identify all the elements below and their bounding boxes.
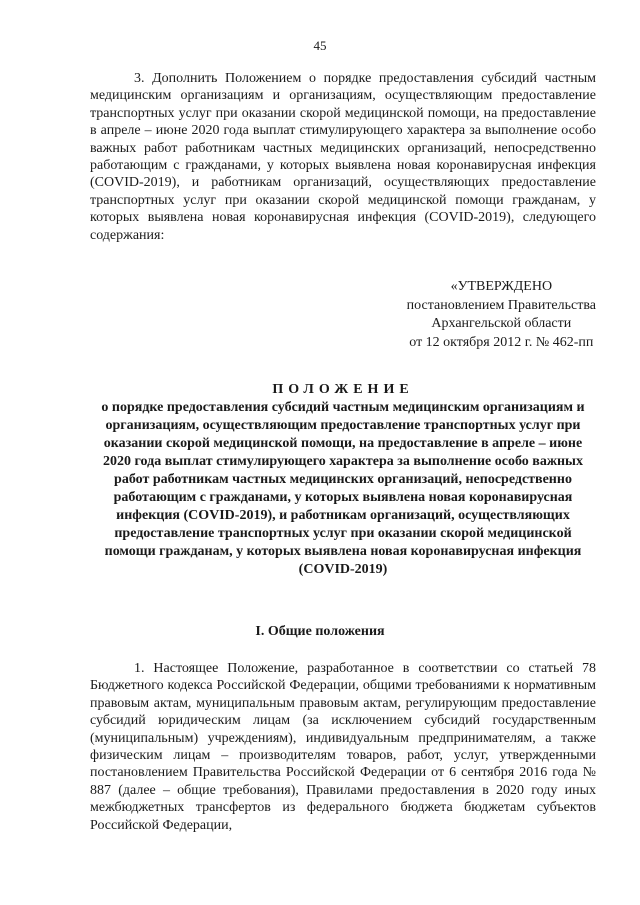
document-title-block	[90, 381, 596, 579]
page-number: 45	[313, 38, 327, 53]
body-section	[90, 660, 596, 834]
approval-line-region: Архангельской области	[431, 316, 572, 331]
section-heading: I. Общие положения	[255, 624, 385, 639]
document-title: ПОЛОЖЕНИЕ	[272, 382, 414, 397]
approval-stamp	[407, 278, 596, 352]
approval-line-approved: «УТВЕРЖДЕНО	[450, 279, 553, 294]
intro-paragraph: 3. Дополнить Положением о порядке предоставления субсидий частным медицинским организациям и организациям, осуществляющим предоставление транспортных услуг при оказании скорой медицинской помощи, на предоставление в апреле – июне 2020 года выплат стимулирующего характера за выполнение особо важных работ работникам частных медицинских организаций, непосредственно работающим с гражданами, у которых выявлена новая коронавирусная инфекция (COVID-2019), и работникам организаций, осуществляющих предоставление транспортных услуг при оказании скорой медицинской помощи гражданам, у которых выявлена новая коронавирусная инфекция (COVID-2019), следующего содержания:	[90, 71, 596, 243]
approval-line-date: от 12 октября 2012 г. № 462-пп	[409, 334, 594, 350]
intro-section	[90, 70, 596, 244]
body-paragraph: 1. Настоящее Положение, разработанное в соответствии со статьей 78 Бюджетного кодекса Российской Федерации, общими требованиями к нормативным правовым актам, муниципальным правовым актам, регулирующим предоставление субсидий юридическим лицам (за исключением субсидий государственным (муниципальным) учреждениям), индивидуальным предпринимателям, а также физическим лицам – производителям товаров, работ, услуг, утвержденными постановлением Правительства Российской Федерации от 6 сентября 2016 года № 887 (далее – общие требования), Правилами предоставления в 2020 году иных межбюджетных трансфертов из федерального бюджета бюджетам субъектов Российской Федерации,	[90, 661, 596, 833]
approval-line-resolution: постановлением Правительства	[406, 297, 596, 313]
document-subtitle: о порядке предоставления субсидий частным медицинским организациям и организациям, осуществляющим предоставление транспортных услуг при оказании скорой медицинской помощи, на предоставление в апреле – июне 2020 года выплат стимулирующего характера за выполнение особо важных работ работникам частных медицинских организаций, непосредственно работающим с гражданами, у которых выявлена новая коронавирусная инфекция (COVID-2019), и работникам организаций, осуществляющих предоставление транспортных услуг при оказании скорой медицинской помощи гражданам, у которых выявлена новая коронавирусная инфекция (COVID-2019)	[101, 400, 585, 577]
